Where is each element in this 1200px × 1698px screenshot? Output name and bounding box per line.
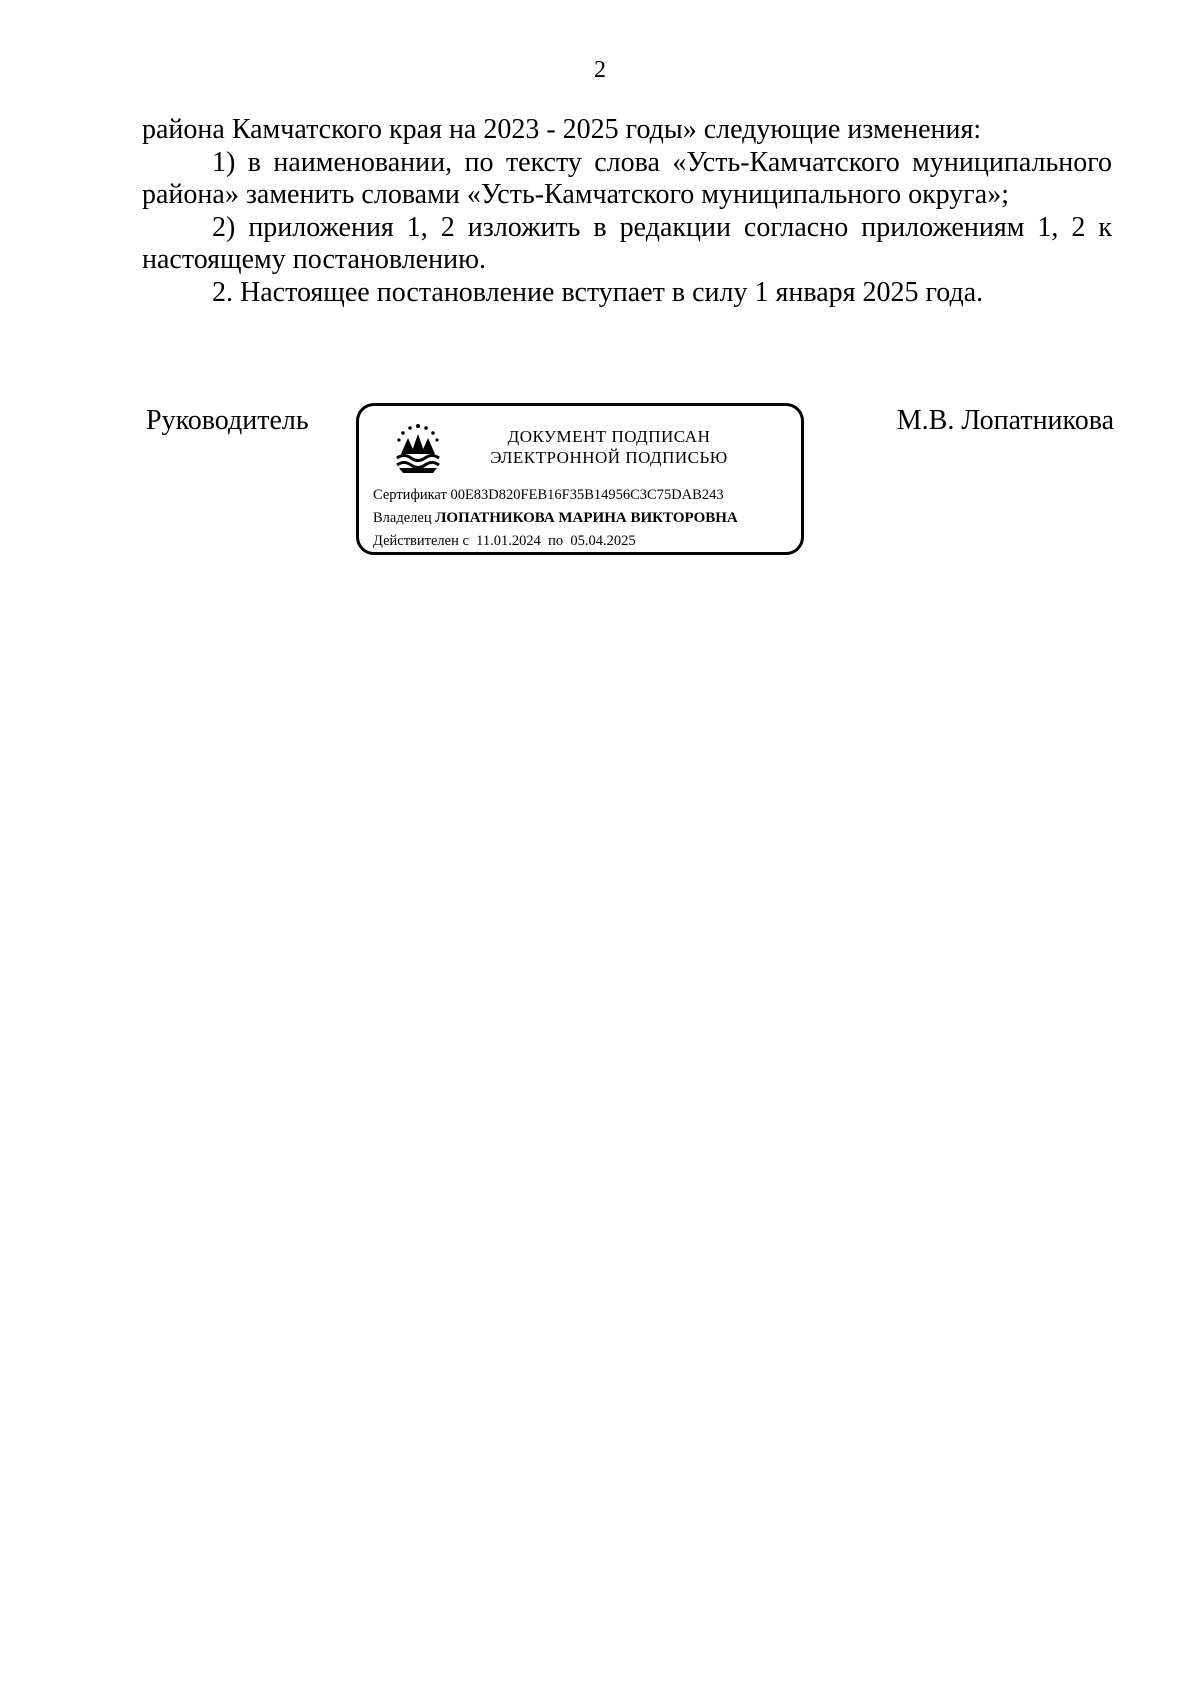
owner-label: Владелец (373, 510, 432, 526)
stamp-title-line-2: ЭЛЕКТРОННОЙ ПОДПИСЬЮ (490, 448, 728, 467)
document-body (142, 114, 1112, 309)
paragraph-effective-date: 2. Настоящее постановление вступает в силу 1 января 2025 года. (212, 276, 984, 308)
valid-to-date: 05.04.2025 (570, 533, 636, 549)
paragraph-item-1: 1) в наименовании, по тексту слова «Усть-Камчатского муниципального района» заменить словами «Усть-Камчатского муниципального округа»; (142, 146, 1112, 210)
paragraph-item-2: 2) приложения 1, 2 изложить в редакции согласно приложениям 1, 2 к настоящему постановлению. (142, 211, 1112, 275)
valid-from-date: 11.01.2024 (476, 533, 541, 549)
coat-of-arms-emblem-icon (391, 422, 445, 476)
valid-from-label: Действителен с (373, 533, 469, 549)
paragraph-continuation: района Камчатского края на 2023 - 2025 годы» следующие изменения: (142, 114, 982, 145)
signer-name: М.В. Лопатникова (896, 405, 1114, 436)
stamp-validity (373, 532, 636, 550)
signer-role: Руководитель (146, 405, 309, 436)
signature-block (0, 405, 1200, 575)
stamp-certificate (373, 486, 724, 504)
stamp-title-line-1: ДОКУМЕНТ ПОДПИСАН (507, 427, 711, 446)
stamp-title (459, 426, 759, 468)
certificate-value: 00E83D820FEB16F35B14956C3C75DAB243 (450, 487, 724, 503)
page-number: 2 (594, 57, 606, 83)
owner-value: ЛОПАТНИКОВА МАРИНА ВИКТОРОВНА (435, 510, 738, 526)
valid-to-label: по (548, 533, 564, 549)
certificate-label: Сертификат (373, 487, 447, 503)
electronic-signature-stamp (356, 403, 804, 555)
stamp-owner (373, 509, 738, 527)
